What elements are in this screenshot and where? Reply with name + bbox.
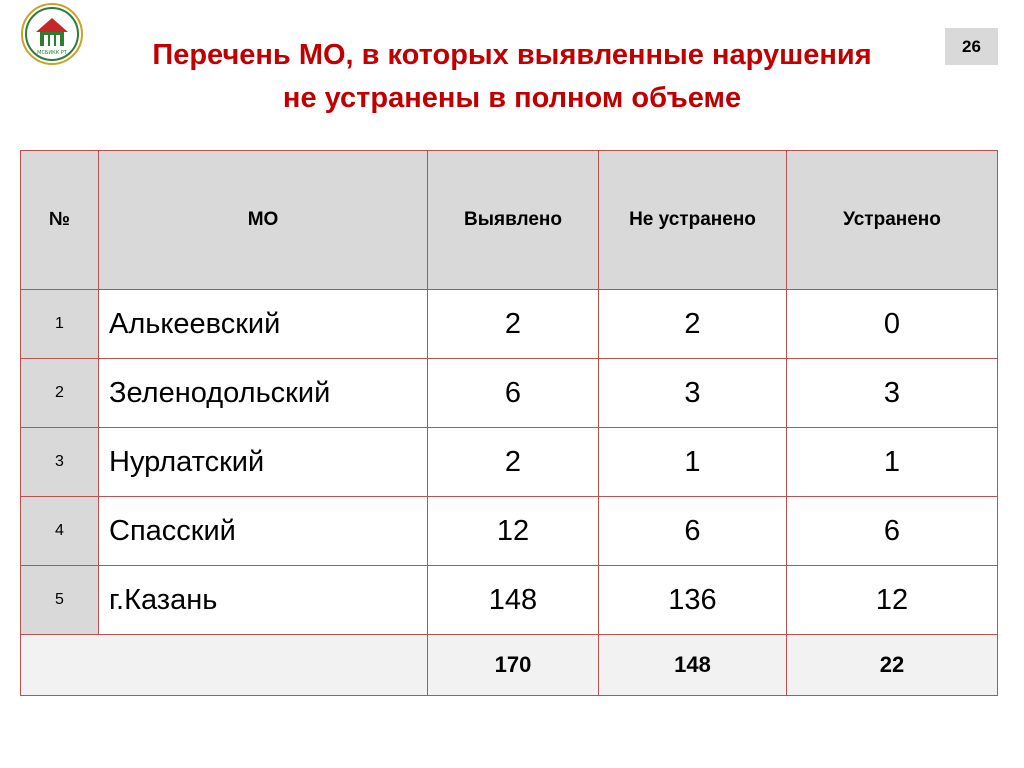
found-count: 12 (428, 497, 599, 566)
not-fixed-count: 2 (599, 290, 787, 359)
table-header-row (21, 151, 998, 290)
total-found: 170 (428, 635, 599, 696)
fixed-count: 12 (787, 566, 998, 635)
row-number: 1 (21, 290, 99, 359)
mo-name: Зеленодольский (99, 359, 428, 428)
svg-text:МСБИКК РТ: МСБИКК РТ (37, 50, 67, 56)
table-row (21, 428, 998, 497)
table-row (21, 497, 998, 566)
not-fixed-count: 6 (599, 497, 787, 566)
fixed-count: 6 (787, 497, 998, 566)
not-fixed-count: 1 (599, 428, 787, 497)
found-count: 148 (428, 566, 599, 635)
page-number: 26 (945, 28, 998, 65)
found-count: 2 (428, 290, 599, 359)
slide-title (60, 34, 964, 120)
total-not-fixed: 148 (599, 635, 787, 696)
mo-name: Нурлатский (99, 428, 428, 497)
header-fixed: Устранено (787, 151, 998, 290)
not-fixed-count: 136 (599, 566, 787, 635)
fixed-count: 1 (787, 428, 998, 497)
table-row (21, 359, 998, 428)
fixed-count: 3 (787, 359, 998, 428)
total-fixed: 22 (787, 635, 998, 696)
found-count: 2 (428, 428, 599, 497)
table-row (21, 290, 998, 359)
violations-table (20, 150, 998, 696)
header-not-fixed: Не устранено (599, 151, 787, 290)
mo-name: г.Казань (99, 566, 428, 635)
totals-row (21, 635, 998, 696)
slide-title-line-2: не устранены в полном объеме (282, 82, 742, 114)
row-number: 3 (21, 428, 99, 497)
not-fixed-count: 3 (599, 359, 787, 428)
header-mo: МО (99, 151, 428, 290)
table-row (21, 566, 998, 635)
row-number: 5 (21, 566, 99, 635)
slide-title-line-1: Перечень МО, в которых выявленные нарушения (152, 39, 872, 71)
mo-name: Спасский (99, 497, 428, 566)
totals-label-cell (21, 635, 428, 696)
header-found: Выявлено (428, 151, 599, 290)
mo-name: Алькеевский (99, 290, 428, 359)
found-count: 6 (428, 359, 599, 428)
row-number: 2 (21, 359, 99, 428)
row-number: 4 (21, 497, 99, 566)
fixed-count: 0 (787, 290, 998, 359)
header-num: № (21, 151, 99, 290)
